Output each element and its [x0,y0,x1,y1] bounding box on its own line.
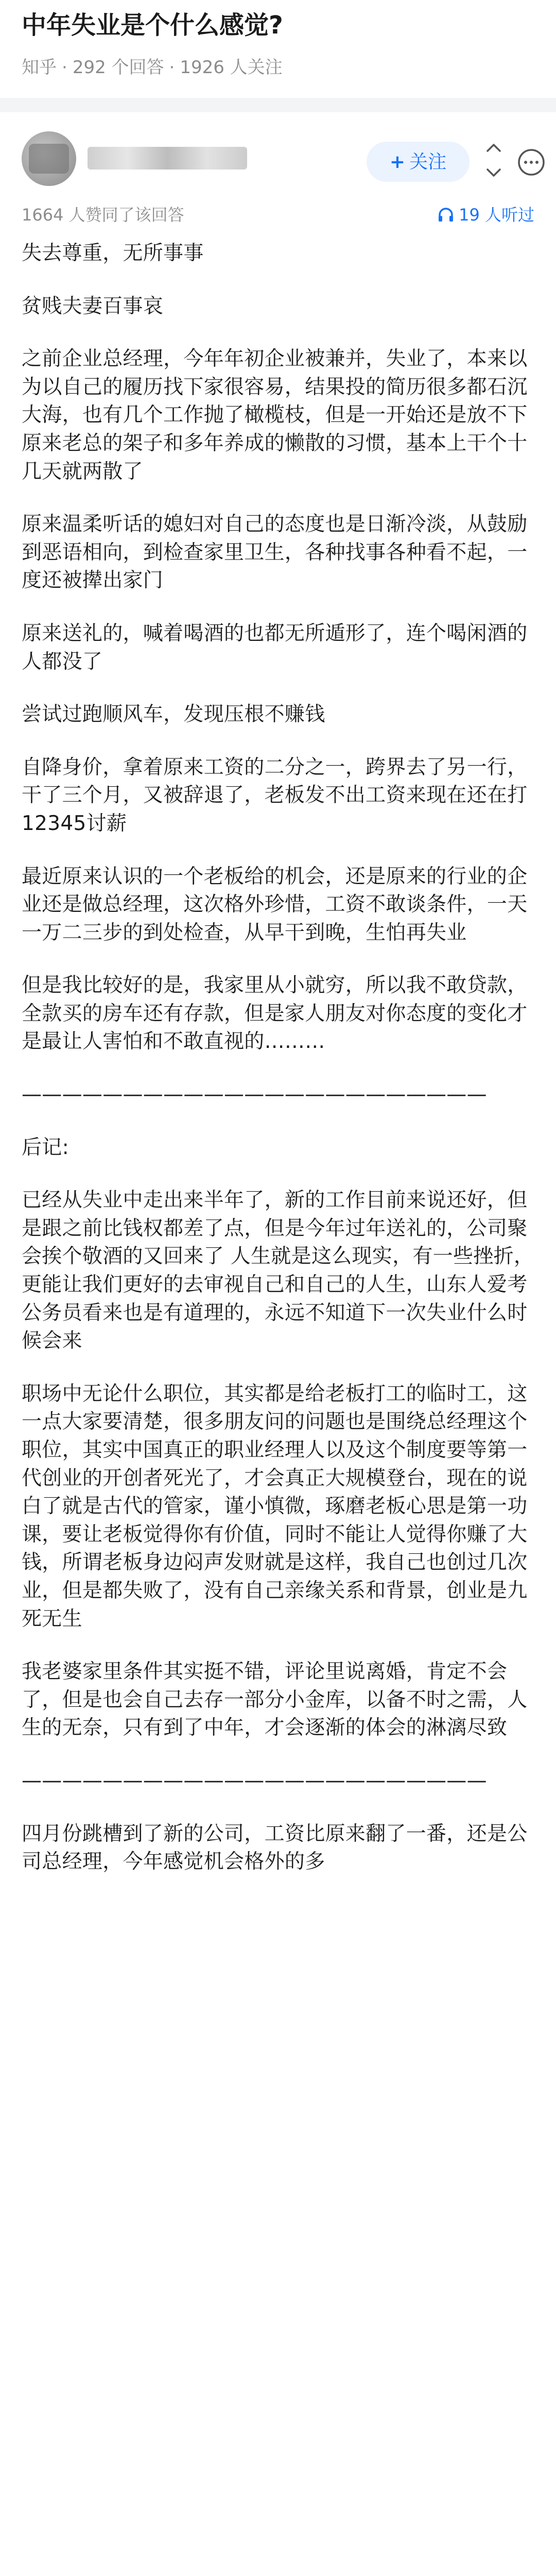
paragraph: 但是我比较好的是，我家里从小就穷，所以我不敢贷款，全款买的房车还有存款，但是家人朋友对你态度的变化才是最让人害怕和不敢直视的……… [22,974,528,1054]
headphones-icon [437,206,455,224]
section-divider [0,98,556,112]
question-title[interactable]: 中年失业是个什么感觉? [22,11,283,40]
paragraph: 原来送礼的，喊着喝酒的也都无所遁形了，连个喝闲酒的人都没了 [22,621,528,673]
paragraph: 已经从失业中走出来半年了，新的工作目前来说还好，但是跟之前比钱权都差了点，但是今年过年送礼的，公司聚会挨个敬酒的又回来了 人生就是这么现实，有一些挫折，更能让我们更好的去审视自己和自己的人生，山东人爱考公务员看来也是有道理的，永远不知道下一次失业什么时候会来 [22,1189,534,1353]
paragraph: 我老婆家里条件其实挺不错，评论里说离婚，肯定不会了，但是也会自己去存一部分小金库，以备不时之需，人生的无奈，只有到了中年，才会逐渐的体会的淋漓尽致 [22,1660,528,1740]
paragraph: 尝试过跑顺风车，发现压根不赚钱 [22,703,325,726]
paragraph: 最近原来认识的一个老板给的机会，还是原来的行业的企业还是做总经理，这次格外珍惜，工资不敢谈条件，一天一万二三步的到处检查，从早干到晚，生怕再失业 [22,865,528,944]
author-name-blurred[interactable] [88,147,247,170]
paragraph: 原来温柔听话的媳妇对自己的态度也是日渐冷淡，从鼓励到恶语相向，到检查家里卫生，各种找事各种看不起，一度还被撵出家门 [22,513,528,592]
separator-line: ——————————————————————— [22,1083,487,1107]
paragraph: 四月份跳槽到了新的公司，工资比原来翻了一番，还是公司总经理，今年感觉机会格外的多 [22,1822,528,1874]
paragraph: 贫贱夫妻百事哀 [22,294,164,318]
paragraph: 之前企业总经理，今年年初企业被兼并，失业了，本来以为以自己的履历找下家很容易，结果投的简历很多都石沉大海，也有几个工作抛了橄榄枝，但是一开始还是放不下原来老总的架子和多年养成的懒散的习惯，基本上干个十几天就两散了 [22,347,528,483]
answer-count[interactable]: 292 个回答 [72,57,164,78]
more-icon[interactable] [516,147,547,178]
follower-count: 1926 人关注 [180,57,283,78]
separator-line: ——————————————————————— [22,1769,487,1792]
paragraph: 职场中无论什么职位，其实都是给老板打工的临时工，这一点大家要清楚，很多朋友问的问题也是围绕总经理这个职位，其实中国真正的职业经理人以及这个制度要等第一代创业的开创者死光了，才会真正大规模登台，现在的说白了就是古代的管家，谨小慎微，琢磨老板心思是第一功课，要让老板觉得你有价值，同时不能让人觉得你赚了大钱，所谓老板身边闷声发财就是这样，我自己也创过几次业，但是都失败了，没有自己亲缘关系和背景，创业是九死无生 [22,1382,528,1631]
chevron-up-icon[interactable] [482,137,505,159]
paragraph: 后记: [22,1136,70,1159]
source-label: 知乎 [22,57,57,78]
avatar[interactable] [22,131,76,186]
paragraph: 失去尊重，无所事事 [22,242,204,265]
author-row [22,131,536,188]
plus-icon: + [389,151,406,173]
question-meta: 知乎 · 292 个回答 · 1926 人关注 [22,53,283,78]
chevron-down-icon[interactable] [482,161,505,184]
upvote-stats: 1664 人赞同了该回答 [22,205,184,225]
follow-button[interactable]: + 关注 [367,142,470,182]
listen-stats[interactable]: 19 人听过 [437,202,534,226]
paragraph: 自降身价，拿着原来工资的二分之一，跨界去了另一行，干了三个月，又被辞退了，老板发不出工资来现在还在打12345讨薪 [22,755,528,835]
answer-content [22,240,536,1901]
